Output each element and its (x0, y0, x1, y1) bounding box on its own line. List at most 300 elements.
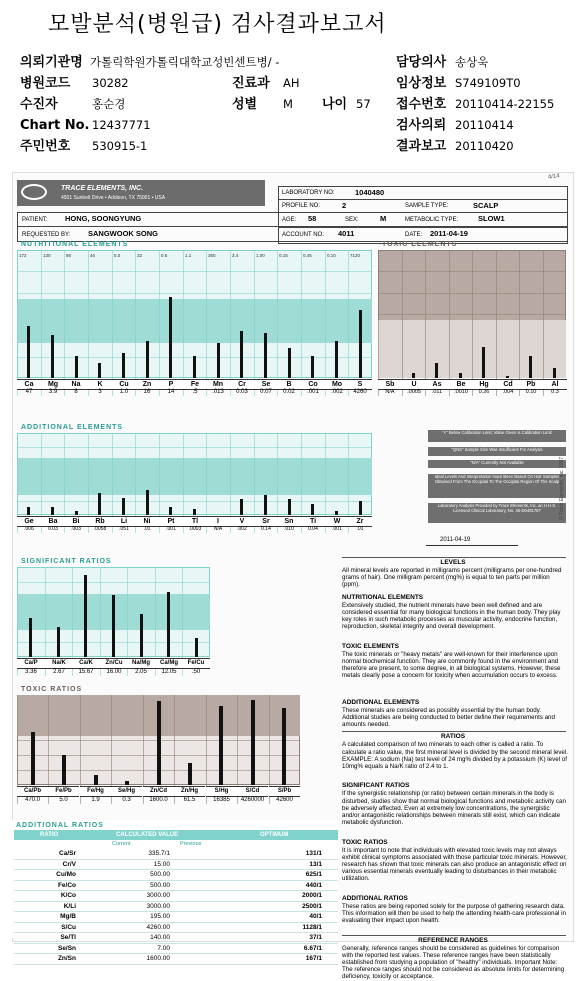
element-value: 1.9 (91, 797, 100, 803)
data-bar (169, 507, 172, 515)
explanation-heading: RATIOS (440, 733, 466, 741)
scale-label: 7120 (350, 253, 361, 258)
element-value: .01 (356, 526, 364, 532)
ratio-name: Se/Sn (14, 943, 78, 954)
column-divider (496, 250, 497, 396)
requested-by-label: REQUESTED BY: (22, 232, 71, 238)
column-divider (277, 250, 278, 396)
element-value: .001 (307, 389, 319, 395)
element-symbol: Ni (135, 516, 159, 527)
significant-header: SIGNIFICANT RATIOS (21, 558, 112, 565)
data-bar (288, 348, 291, 378)
scale-label: 130 (43, 253, 51, 258)
col-current: Current (112, 841, 131, 847)
element-value: 2.05 (135, 669, 147, 675)
ratio-name: S/Cu (14, 922, 78, 933)
ratio-previous (172, 880, 256, 891)
element-symbol: Sb (378, 379, 402, 390)
element-symbol: I (206, 516, 230, 527)
lab-logo-banner (17, 180, 265, 206)
ratio-current: 195.00 (78, 912, 172, 923)
element-symbol: Sr (254, 516, 278, 527)
sample-type: SCALP (473, 201, 499, 210)
scan-sex: M (380, 214, 387, 223)
column-divider (17, 250, 18, 396)
element-symbol: Zn/Hg (174, 786, 205, 797)
element-symbol: S (348, 379, 372, 390)
element-symbol: Se (254, 379, 278, 390)
data-bar (240, 499, 243, 515)
data-bar (217, 343, 220, 378)
element-value: 15.67 (78, 669, 94, 675)
table-row (14, 859, 338, 870)
ratio-name: Ca/Sr (14, 849, 78, 859)
element-symbol: Tl (183, 516, 207, 527)
element-symbol: As (425, 379, 449, 390)
column-divider (135, 250, 136, 396)
element-value: .001 (332, 526, 342, 532)
gridline (17, 447, 372, 448)
element-value: 470.0 (24, 797, 40, 803)
element-value: 1.0 (119, 389, 129, 395)
data-bar (482, 347, 485, 378)
divider (342, 557, 566, 558)
scale-label: 3.4 (232, 253, 239, 258)
element-value: 4260000 (240, 797, 265, 803)
column-divider (543, 250, 544, 396)
data-bar (84, 575, 87, 657)
sex-label: 성별 (232, 97, 258, 112)
element-value: 14 (167, 389, 175, 395)
toxic-header: TOXIC ELEMENTS (382, 241, 458, 248)
element-symbol: W (325, 516, 349, 527)
ratio-optimum: 40/1 (256, 912, 338, 923)
profile-no-label: PROFILE NO: (282, 203, 321, 209)
data-bar (335, 511, 338, 515)
data-bar (219, 706, 223, 785)
element-symbol: Bi (64, 516, 88, 527)
element-value: 8 (74, 389, 78, 395)
ratio-previous (172, 901, 256, 912)
element-value: 3.36 (25, 669, 37, 675)
element-value: 0.04 (308, 526, 318, 532)
ratio-optimum: 131/1 (256, 849, 338, 859)
element-value: .002 (331, 389, 343, 395)
ratio-previous (172, 870, 256, 881)
column-divider (378, 250, 379, 396)
data-bar (125, 781, 129, 785)
receipt-value: 20110414-22155 (455, 97, 555, 111)
laboratory-no: 1040480 (355, 188, 385, 197)
explanation-text: These minerals are considered as possibly essential by the human body. Additional studies are being conducted to better define their requirements and amounts needed. (342, 706, 555, 729)
handwritten-note: 4/14 (547, 173, 561, 181)
data-bar (188, 763, 192, 785)
element-symbol: B (277, 379, 301, 390)
element-symbol: Ca/Mg (155, 658, 183, 669)
data-bar (311, 504, 314, 515)
hospital-code-value: 30282 (92, 76, 129, 90)
legend-box: "<" Below Calibration Limit; Value Given is Calibration Limit (428, 430, 566, 442)
request-label: 검사의뢰 (396, 118, 447, 133)
element-symbol: Ca/Pb (17, 786, 48, 797)
nutritional-header: NUTRITIONAL ELEMENTS (21, 241, 129, 248)
explanation-text: These ratios are being reported solely for the purpose of gathering research data. This information will then be used to help the attending health-care professional in evaluating their impact upon health. (342, 902, 566, 925)
examinee-value: 홍순경 (92, 97, 126, 111)
divider (342, 935, 566, 936)
scale-label: 46 (90, 253, 96, 258)
gridline (17, 271, 372, 272)
age-label: 나이 (322, 97, 348, 112)
rrn-label: 주민번호 (20, 139, 71, 154)
scan-age-label: AGE: (282, 217, 297, 223)
element-value: .011 (431, 389, 443, 395)
element-symbol: Sn (277, 516, 301, 527)
ratio-optimum: 440/1 (256, 880, 338, 891)
data-bar (146, 341, 149, 378)
legend-box: "N/A" Currently Not Available (428, 460, 566, 468)
explanation-text: All mineral levels are reported in milligrams percent (milligrams per one-hundred grams of hair). One milligram percent (mg%) is equal to ten parts per million (ppm). (342, 567, 562, 589)
element-symbol: Ca/P (17, 658, 45, 669)
ratio-optimum: 37/1 (256, 933, 338, 944)
explanation-heading: NUTRITIONAL ELEMENTS (342, 593, 424, 601)
ratio-current: 3000.00 (78, 891, 172, 902)
ratio-previous (172, 954, 256, 965)
clinical-label: 임상정보 (396, 76, 447, 91)
element-symbol: Cd (496, 379, 520, 390)
additional-ratios-body (14, 849, 338, 965)
data-bar (169, 297, 172, 378)
scan-sex-label: SEX: (345, 217, 359, 223)
data-bar (193, 509, 196, 515)
explanation-text: If the synergistic relationship (or ratio) between certain minerals in the body is disturbed, studies show that normal biological functions and metabolic activity can be adversely affected. Even at extremely low concentrations, the synergistic and/or antagonistic relationships between minerals still exist, which can indicate metabolic dysfunction. (342, 790, 566, 827)
element-symbol: Ti (301, 516, 325, 527)
ratio-name: Fe/Co (14, 880, 78, 891)
reference-band (17, 458, 372, 495)
column-divider (112, 250, 113, 396)
column-divider (183, 250, 184, 396)
data-bar (27, 507, 30, 515)
data-bar (251, 700, 255, 785)
ratio-current: 15.00 (78, 859, 172, 870)
reference-band (17, 299, 372, 343)
sex-value: M (283, 97, 293, 111)
element-value: 47 (25, 389, 33, 395)
element-symbol: S/Cd (237, 786, 268, 797)
column-divider (230, 250, 231, 396)
element-value: 0.14 (261, 526, 271, 532)
explanation-text: The toxic minerals or "heavy metals" are well-known for their interference upon normal biochemical function. They are commonly found in the environment and therefore are present, to some degree, in all biological systems. However, these metals clearly pose a concern for toxicity when accumulation occurs to excess. (342, 650, 561, 680)
element-value: .0010 (454, 389, 468, 395)
gridline (17, 293, 372, 294)
scale-label: 88 (66, 253, 72, 258)
explanation-heading: TOXIC RATIOS (342, 838, 388, 846)
ratio-previous (172, 922, 256, 933)
table-row (14, 922, 338, 933)
explanation-text: A calculated comparison of two minerals to each other is called a ratio. To calculate a ratio value, the first mineral level is divided by the second mineral level. EXAMPLE: A sodium (Na) test level of 24 mg% divided by a potassium (K) level of 10mg% equals a Na/K ratio of 2.4 to 1. (342, 741, 568, 770)
data-bar (359, 310, 362, 378)
scan-age: 58 (308, 214, 317, 223)
column-divider (301, 250, 302, 396)
ratio-optimum: 625/1 (256, 870, 338, 881)
element-value: N/A (213, 526, 223, 532)
account-no: 4011 (338, 229, 355, 238)
ratio-optimum: 2500/1 (256, 901, 338, 912)
col-ratio: RATIO (40, 832, 59, 838)
data-bar (75, 356, 78, 378)
institution-value: 가톨릭학원가톨릭대학교성빈센트병/ - (90, 55, 280, 69)
col-calc: CALCULATED VALUE (116, 832, 179, 838)
data-bar (412, 373, 415, 378)
element-value: .004 (502, 389, 514, 395)
department-label: 진료과 (232, 76, 270, 91)
department-value: AH (283, 76, 300, 90)
element-symbol: Mg (41, 379, 65, 390)
element-symbol: Ca/K (72, 658, 100, 669)
data-bar (122, 353, 125, 378)
element-symbol: Na/Mg (127, 658, 155, 669)
data-bar (553, 368, 556, 378)
ratio-optimum: 6.67/1 (256, 943, 338, 954)
data-bar (529, 356, 532, 378)
explanation-heading: TOXIC ELEMENTS (342, 642, 399, 650)
element-value: 0.07 (260, 389, 272, 395)
scale-label: 32 (137, 253, 143, 258)
element-value: .0058 (93, 526, 107, 532)
lab-address: 4501 Sunbelt Drive • Addison, TX 75001 • USA (61, 195, 166, 201)
ratio-optimum: 1128/1 (256, 922, 338, 933)
ratio-previous (172, 933, 256, 944)
chart-no-value: 12437771 (92, 118, 151, 132)
data-bar (112, 595, 115, 657)
element-value: 0.3 (122, 797, 131, 803)
data-bar (167, 592, 170, 657)
element-symbol: Hg (472, 379, 496, 390)
element-value: 16385 (213, 797, 230, 803)
data-bar (27, 326, 30, 378)
ratio-previous (172, 859, 256, 870)
data-bar (94, 775, 98, 785)
element-symbol: Zn/Cu (100, 658, 128, 669)
scale-label: 0.6 (161, 253, 168, 258)
data-bar (31, 732, 35, 785)
element-symbol: Al (543, 379, 567, 390)
column-divider (449, 250, 450, 396)
element-symbol: Co (301, 379, 325, 390)
element-symbol: Ca (17, 379, 41, 390)
toxic-ratios-header: TOXIC RATIOS (21, 686, 83, 693)
ratio-optimum: 167/1 (256, 954, 338, 965)
data-bar (459, 373, 462, 378)
element-value: 3.9 (48, 389, 58, 395)
ratio-previous (172, 912, 256, 923)
element-value: 61.5 (183, 797, 196, 803)
element-symbol: P (159, 379, 183, 390)
column-divider (519, 250, 520, 396)
legend-box: Ideal Levels And Interpretation Have Been Based On Hair Samples Obtained From The Occipital To The Occipital Region Of The Scalp (428, 474, 566, 498)
column-divider (402, 250, 403, 396)
column-divider (472, 250, 473, 396)
scale-label: 1.00 (256, 253, 265, 258)
explanation-heading: ADDITIONAL RATIOS (342, 894, 408, 902)
additional-header: ADDITIONAL ELEMENTS (21, 424, 124, 431)
element-value: 2.67 (53, 669, 65, 675)
data-bar (98, 493, 101, 515)
element-value: 16.00 (106, 669, 122, 675)
data-bar (193, 356, 196, 378)
ratio-current: 4260.00 (78, 922, 172, 933)
rrn-value: 530915-1 (92, 139, 148, 153)
table-row (14, 933, 338, 944)
data-bar (140, 614, 143, 657)
data-bar (264, 333, 267, 378)
column-divider (64, 250, 65, 396)
element-symbol: Na (64, 379, 88, 390)
element-symbol: Mn (206, 379, 230, 390)
data-bar (264, 495, 267, 515)
metabolic-type-label: METABOLIC TYPE: (405, 217, 459, 223)
ratio-optimum: 13/1 (256, 859, 338, 870)
element-symbol: Li (112, 516, 136, 527)
element-value: 16 (143, 389, 151, 395)
element-value: 0.02 (283, 389, 295, 395)
column-divider (325, 250, 326, 396)
column-divider (206, 250, 207, 396)
ratio-current: 500.00 (78, 870, 172, 881)
element-symbol: Ge (17, 516, 41, 527)
element-value: 4260 (353, 389, 367, 395)
sample-type-label: SAMPLE TYPE: (405, 203, 449, 209)
ratio-name: Cu/Mo (14, 870, 78, 881)
element-value: 0.26 (478, 389, 490, 395)
element-value: .5 (192, 389, 198, 395)
scale-label: 1.1 (185, 253, 192, 258)
element-value: 3 (98, 389, 102, 395)
patient-label: PATIENT: (22, 217, 48, 223)
table-row (14, 954, 338, 965)
requested-by: SANGWOOK SONG (88, 229, 159, 238)
data-bar (288, 499, 291, 515)
report-date-label: 결과보고 (396, 139, 447, 154)
explanation-text: Generally, reference ranges should be considered as guidelines for comparison with the reported test values. These reference ranges have been statistically established from studying a population of "healthy" individuals. Important Note: The reference ranges should not be considered as absolute limits for determining deficiency, toxicity or acceptance. (342, 944, 565, 981)
ratio-name: K/Li (14, 901, 78, 912)
column-divider (254, 250, 255, 396)
element-value: 42600 (276, 797, 293, 803)
element-symbol: Pt (159, 516, 183, 527)
element-value: .002 (237, 526, 247, 532)
element-value: 0.3 (551, 389, 559, 395)
element-symbol: Fe (183, 379, 207, 390)
column-divider (348, 250, 349, 396)
metabolic-type: SLOW1 (478, 214, 505, 223)
scale-label: 172 (19, 253, 27, 258)
account-no-label: ACCOUNT NO: (282, 232, 324, 238)
scale-label: 360 (208, 253, 216, 258)
column-divider (425, 250, 426, 396)
element-value: N/A (385, 389, 395, 395)
element-symbol: S/Hg (206, 786, 237, 797)
table-row (14, 880, 338, 891)
data-bar (435, 363, 438, 378)
laboratory-no-label: LABORATORY NO: (282, 190, 335, 196)
data-bar (62, 755, 66, 785)
column-divider (88, 250, 89, 396)
element-value: .01 (143, 526, 151, 532)
data-bar (157, 701, 161, 785)
table-row (14, 870, 338, 881)
data-bar (122, 498, 125, 515)
data-bar (75, 511, 78, 515)
element-symbol: Cr (230, 379, 254, 390)
lab-logo-icon (21, 184, 47, 200)
col-optimum: OPTIMUM (260, 832, 289, 838)
data-bar (359, 501, 362, 515)
data-bar (240, 331, 243, 378)
explanation-text: It is important to note that individuals with elevated toxic levels may not always exhibit clinical symptoms associated with those particular toxic minerals. However, research has shown that toxic minerals can also produce an antagonistic effect on various essential minerals eventually leading to disturbances in their metabolic utilization. (342, 846, 567, 883)
request-value: 20110414 (455, 118, 514, 132)
explanation-heading: LEVELS (440, 559, 466, 566)
examinee-label: 수진자 (20, 97, 58, 112)
element-value: 12.05 (161, 669, 177, 675)
element-symbol: Se/Hg (111, 786, 142, 797)
col-previous: Previous (180, 841, 202, 847)
ratio-current: 1600.00 (78, 954, 172, 965)
ratio-name: K/Co (14, 891, 78, 902)
element-symbol: Zn (135, 379, 159, 390)
ratio-name: Cr/V (14, 859, 78, 870)
data-bar (282, 708, 286, 785)
element-value: 1600.0 (149, 797, 168, 803)
element-value: .051 (119, 526, 129, 532)
element-symbol: K (88, 379, 112, 390)
column-divider (41, 250, 42, 396)
data-bar (51, 507, 54, 515)
legend-box: "QNS" Sample Size Was Insufficient For Analysis (428, 447, 566, 456)
element-symbol: Na/K (45, 658, 73, 669)
patient-name: HONG, SOONGYUNG (65, 214, 142, 223)
report-title: 모발분석(병원급) 검사결과보고서 (48, 12, 387, 37)
scale-label: 5.0 (114, 253, 121, 258)
element-value: 0.10 (525, 389, 537, 395)
data-bar (195, 638, 198, 657)
element-symbol: S/Pb (269, 786, 300, 797)
doctor-label: 담당의사 (396, 55, 447, 70)
element-symbol: Cu (112, 379, 136, 390)
element-symbol: Be (449, 379, 473, 390)
profile-no: 2 (342, 201, 347, 210)
element-value: .006 (24, 526, 34, 532)
data-bar (146, 490, 149, 515)
element-value: .0005 (407, 389, 421, 395)
ratio-name: Mg/B (14, 912, 78, 923)
divider (342, 731, 566, 732)
chart-no-label: Chart No. (20, 118, 90, 133)
ratio-name: Zn/Sn (14, 954, 78, 965)
lab-name: TRACE ELEMENTS, INC. (61, 185, 144, 192)
ratio-current: 500.00 (78, 880, 172, 891)
ratio-name: Se/Tl (14, 933, 78, 944)
ratio-current: 3000.00 (78, 901, 172, 912)
ratio-previous (172, 849, 256, 859)
element-value: 0.03 (236, 389, 248, 395)
element-symbol: Zn/Cd (143, 786, 174, 797)
element-symbol: V (230, 516, 254, 527)
doctor-value: 송상욱 (455, 55, 489, 69)
receipt-label: 접수번호 (396, 97, 447, 112)
data-bar (51, 335, 54, 378)
ratio-optimum: 2000/1 (256, 891, 338, 902)
hospital-code-label: 병원코드 (20, 76, 71, 91)
report-date-value: 20110420 (455, 139, 514, 153)
